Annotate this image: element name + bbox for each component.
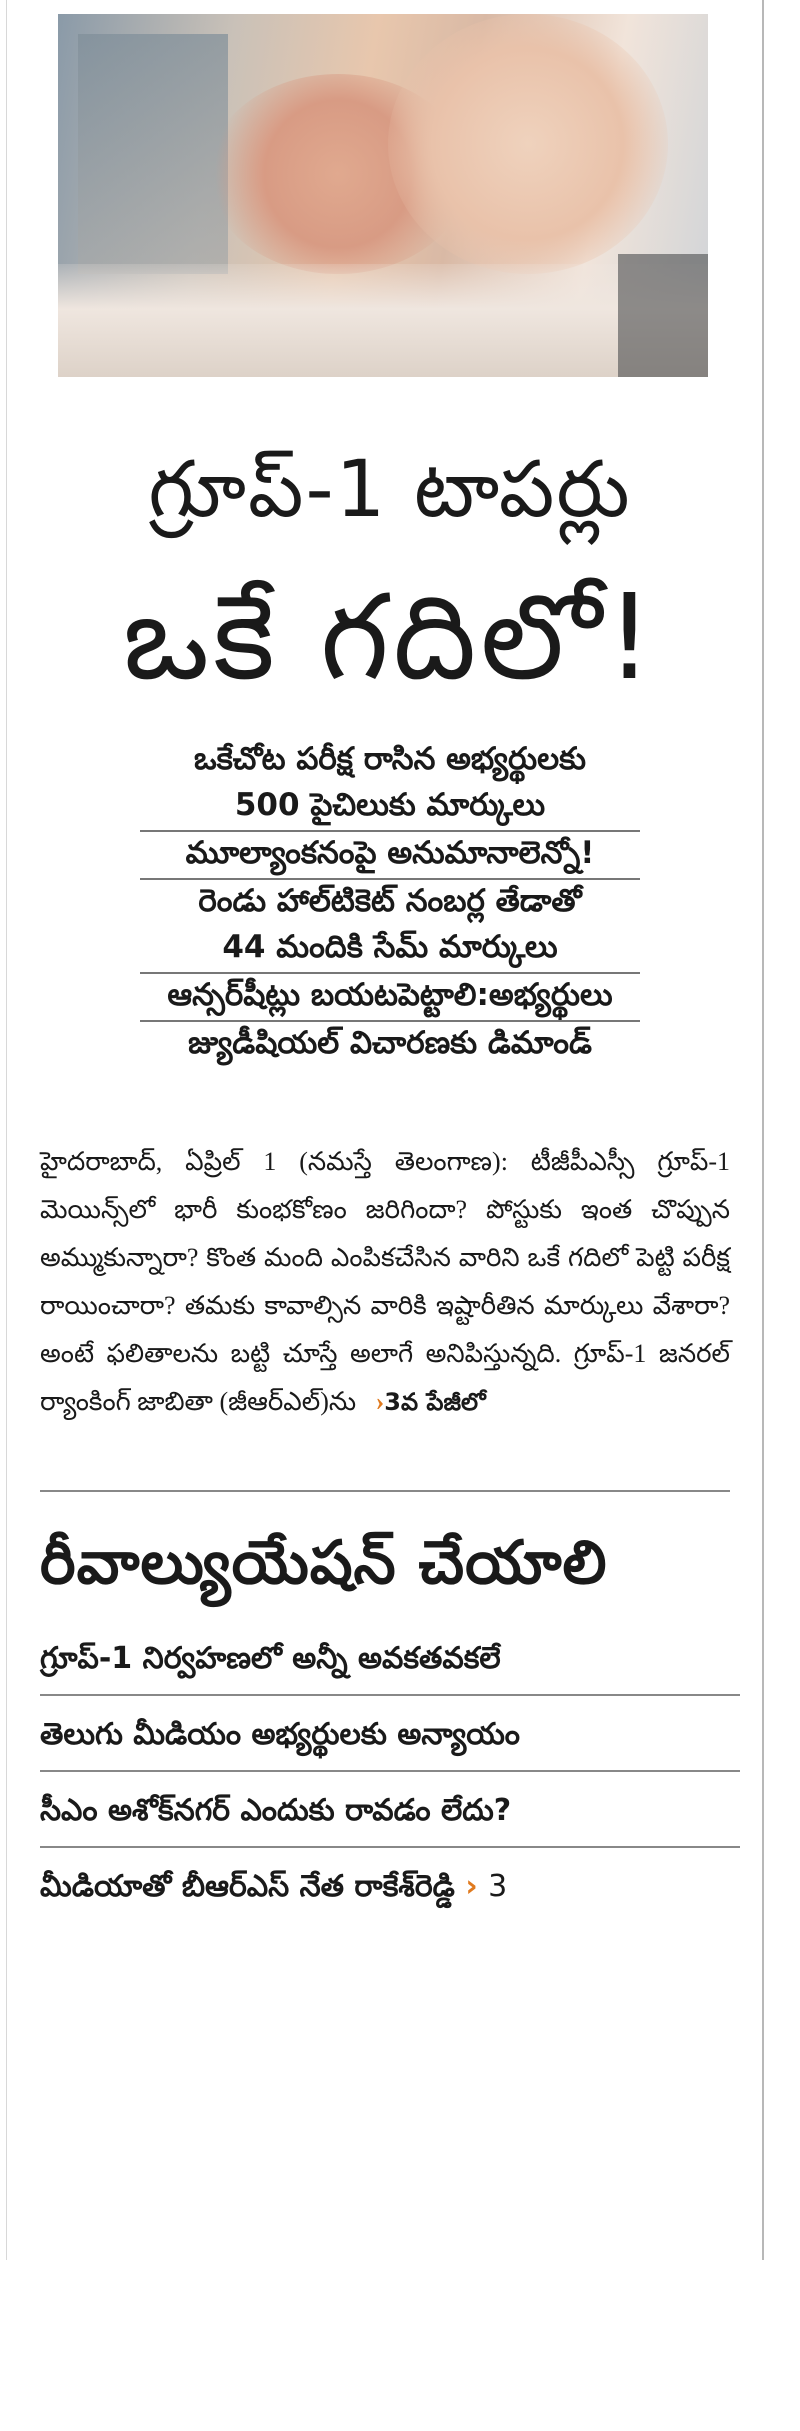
deck-line: 500 పైచిలుకు మార్కులు (140, 784, 640, 832)
deck-line: ఆన్సర్‌షీట్లు బయటపెట్టాలి:అభ్యర్థులు (140, 974, 640, 1022)
article-body (40, 1138, 730, 1426)
deck-line: రెండు హాల్‌టికెట్‌ నంబర్ల తేడాతో (198, 883, 582, 919)
continued-link[interactable]: 3వ పేజీలో (384, 1388, 486, 1416)
section-divider (40, 1490, 730, 1492)
column-rule-left (6, 0, 7, 2260)
continued-arrow-icon: › (375, 1387, 385, 1416)
list-item: తెలుగు మీడియం అభ్యర్థులకు అన్యాయం (40, 1706, 740, 1772)
continued-page[interactable]: 3 (488, 1869, 508, 1904)
continued-arrow-icon: › (465, 1869, 478, 1904)
list-item (40, 1858, 740, 1922)
body-text: హైదరాబాద్‌, ఏప్రిల్‌ 1 (నమస్తే తెలంగాణ): టీజీపీఎస్సీ గ్రూప్‌-1 మెయిన్స్‌లో భారీ కుంభకోణం జరిగిందా? పోస్టుకు ఇంత చొప్పున అమ్ముకున్నారా? కొంత మంది ఎంపికచేసిన వారిని ఒకే గదిలో పెట్టి పరీక్ష రాయించారా? తమకు కావాల్సిన వారికి ఇష్టారీతిన మార్కులు వేశారా? అంటే ఫలితాలను బట్టి చూస్తే అలాగే అనిపిస్తున్నది. గ్రూప్‌-1 జనరల్‌ ర్యాంకింగ్‌ జాబితా (జీఆర్‌ఎల్‌)ను (40, 1147, 730, 1416)
list-item: గ్రూప్‌-1 నిర్వహణలో అన్నీ అవకతవకలే (40, 1630, 740, 1696)
headline-line-1: గ్రూప్‌-1 టాపర్లు (148, 445, 632, 535)
column-rule-right (762, 0, 764, 2260)
headline-line-2: ఒకే గదిలో! (122, 568, 658, 706)
sub-story-points (40, 1630, 740, 1932)
sub-story-headline: రీవాల్యుయేషన్‌ చేయాలి (40, 1528, 608, 1598)
list-item: సీఎం అశోక్‌నగర్‌ ఎందుకు రావడం లేదు? (40, 1782, 740, 1848)
deck (110, 738, 670, 1068)
deck-line: జ్యుడీషియల్‌ విచారణకు డిమాండ్‌ (188, 1025, 592, 1061)
exam-candidates-photo (58, 14, 708, 377)
deck-line: 44 మందికి సేమ్‌ మార్కులు (140, 926, 640, 974)
deck-line: మూల్యాంకనంపై అనుమానాలెన్నో! (140, 832, 640, 880)
list-item-text: మీడియాతో బీఆర్‌ఎస్‌ నేత రాకేశ్‌రెడ్డి (40, 1869, 455, 1904)
deck-line: ఒకేచోట పరీక్ష రాసిన అభ్యర్థులకు (193, 741, 587, 777)
